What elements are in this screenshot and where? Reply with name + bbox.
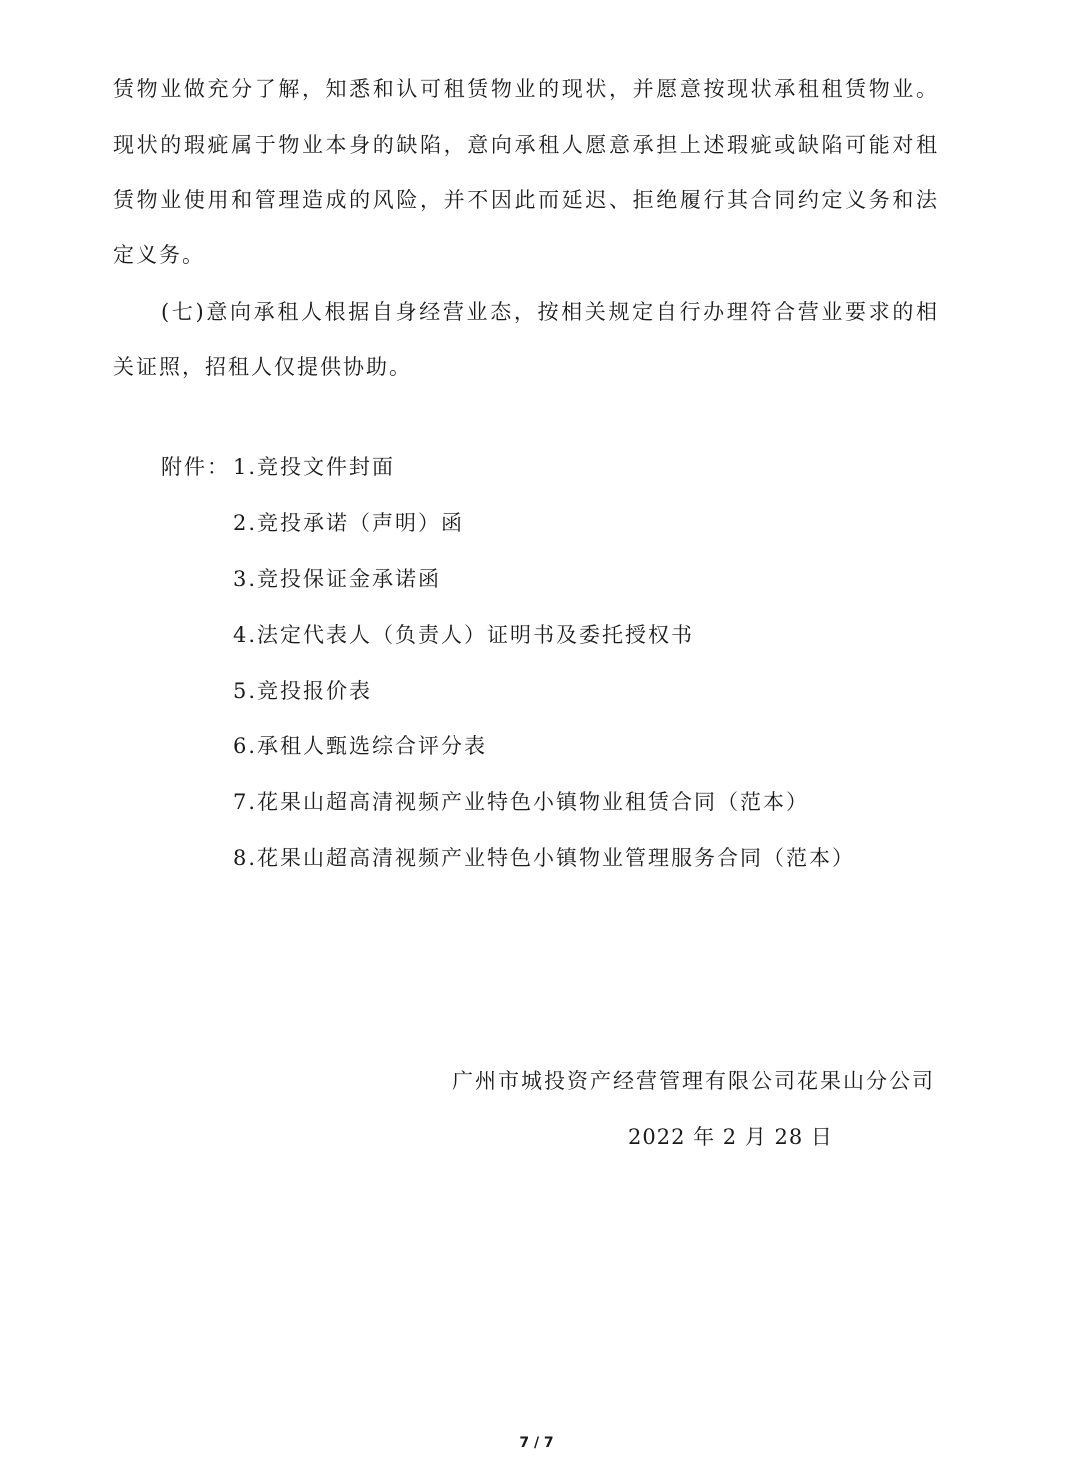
attachment-item: 4.法定代表人（负责人）证明书及委托授权书 xyxy=(233,623,695,647)
signature-date: 2022 年 2 月 28 日 xyxy=(628,1125,833,1149)
body-line: (七)意向承租人根据自身经营业态，按相关规定自行办理符合营业要求的相 xyxy=(161,300,937,324)
attachment-item: 5.竞投报价表 xyxy=(233,679,373,703)
attachment-item: 3.竞投保证金承诺函 xyxy=(233,567,442,591)
body-line: 赁物业使用和管理造成的风险，并不因此而延迟、拒绝履行其合同约定义务和法 xyxy=(113,188,937,212)
signature-organization: 广州市城投资产经营管理有限公司花果山分公司 xyxy=(452,1069,935,1093)
attachments-label: 附件： xyxy=(161,455,230,479)
attachment-item: 6.承租人甄选综合评分表 xyxy=(233,734,488,758)
attachment-item: 1.竞投文件封面 xyxy=(233,455,396,479)
attachment-item: 8.花果山超高清视频产业特色小镇物业管理服务合同（范本） xyxy=(233,846,856,870)
page-number: 7 / 7 xyxy=(519,1435,554,1451)
attachment-item: 2.竞投承诺（声明）函 xyxy=(233,511,465,535)
body-line: 现状的瑕疵属于物业本身的缺陷，意向承租人愿意承担上述瑕疵或缺陷可能对租 xyxy=(113,133,937,157)
attachment-item: 7.花果山超高清视频产业特色小镇物业租赁合同（范本） xyxy=(233,790,810,814)
body-line: 定义务。 xyxy=(113,243,205,267)
body-line: 关证照，招租人仅提供协助。 xyxy=(113,355,412,379)
body-line: 赁物业做充分了解，知悉和认可租赁物业的现状，并愿意按现状承租租赁物业。 xyxy=(113,77,937,101)
